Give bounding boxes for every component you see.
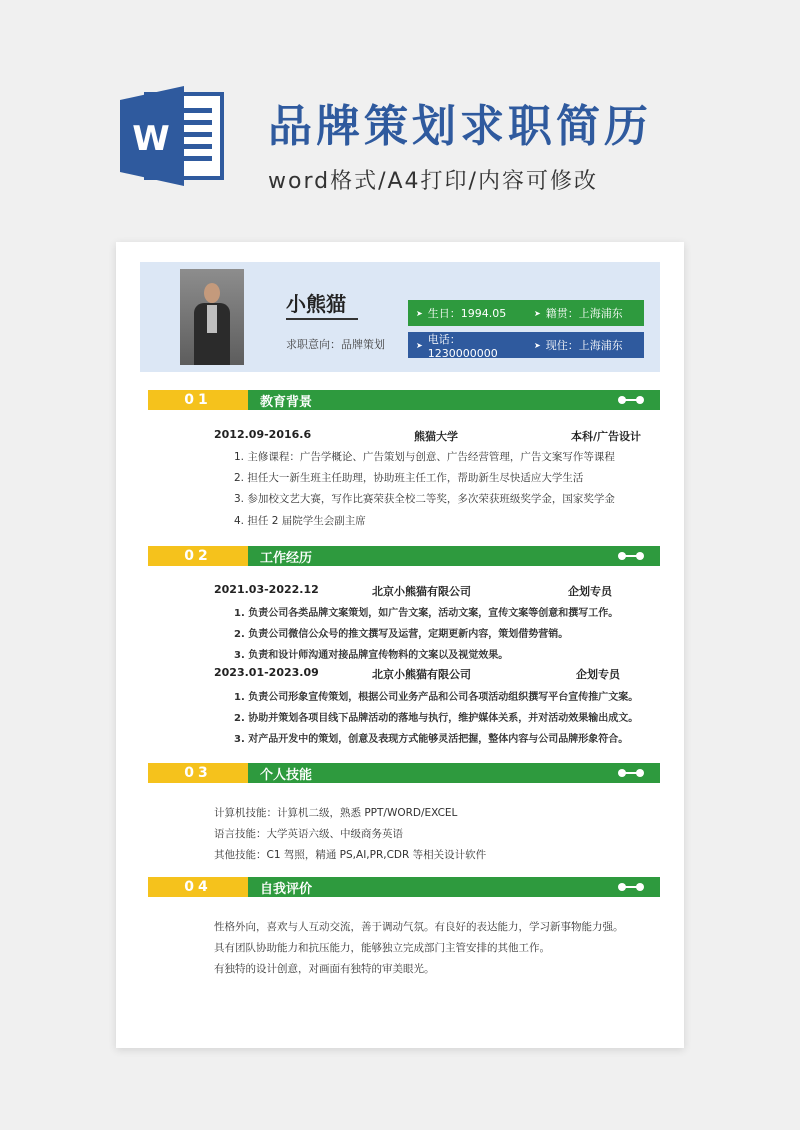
- birth-date: 生日：1994.05: [427, 307, 507, 320]
- edu-school: 熊猫大学: [414, 430, 458, 443]
- skill-line: 其他技能：C1 驾照，精通 PS,AI,PR,CDR 等相关设计软件: [214, 849, 487, 861]
- edu-period: 2012.09-2016.6: [214, 428, 312, 441]
- connector-dots-icon: [616, 550, 646, 562]
- profile-name: 小熊猫: [286, 288, 358, 320]
- word-logo-icon: [118, 80, 230, 192]
- work-role: 企划专员: [568, 585, 612, 598]
- self-eval-line: 有独特的设计创意，对画面有独特的审美眼光。: [214, 963, 435, 975]
- edu-degree: 本科/广告设计: [571, 430, 642, 443]
- connector-dots-icon: [616, 881, 646, 893]
- arrow-icon: ➤: [416, 308, 423, 318]
- list-item: 1. 主修课程：广告学概论、广告策划与创意、广告经营管理，广告文案写作等课程: [234, 451, 615, 463]
- info-bar-birth-origin: [408, 300, 644, 326]
- page-title: 品牌策划求职简历: [268, 101, 652, 152]
- self-eval-line: 具有团队协助能力和抗压能力，能够独立完成部门主管安排的其他工作。: [214, 942, 550, 954]
- list-item: 3. 对产品开发中的策划，创意及表现方式能够灵活把握，整体内容与公司品牌形象符合。: [234, 734, 629, 745]
- section-header-skills: [148, 763, 660, 783]
- connector-dots-icon: [616, 767, 646, 779]
- list-item: 2. 担任大一新生班主任助理，协助班主任工作，帮助新生尽快适应大学生活: [234, 472, 584, 484]
- work-period: 2023.01-2023.09: [214, 666, 319, 679]
- self-eval-line: 性格外向，喜欢与人互动交流，善于调动气氛。有良好的表达能力，学习新事物能力强。: [214, 921, 624, 933]
- page-subtitle: word格式/A4打印/内容可修改: [268, 169, 598, 194]
- section-title: 个人技能: [260, 767, 313, 783]
- word-logo-letter: W: [132, 119, 170, 159]
- section-title: 自我评价: [260, 881, 313, 897]
- section-header-education: [148, 390, 660, 410]
- section-number: 02: [148, 546, 248, 566]
- arrow-icon: ➤: [534, 308, 541, 318]
- section-title: 工作经历: [260, 550, 313, 566]
- list-item: 2. 负责公司微信公众号的推文撰写及运营，定期更新内容，策划借势营销。: [234, 629, 569, 640]
- section-number: 03: [148, 763, 248, 783]
- skill-line: 计算机技能：计算机二级，熟悉 PPT/WORD/EXCEL: [214, 807, 458, 819]
- resume-paper: [116, 242, 684, 1048]
- profile-photo: [180, 269, 244, 365]
- list-item: 2. 协助并策划各项目线下品牌活动的落地与执行，维护媒体关系，并对活动效果输出成文。: [234, 713, 639, 724]
- origin: 籍贯：上海浦东: [545, 307, 623, 320]
- phone: 电话：1230000000: [427, 332, 498, 360]
- work-company: 北京小熊猫有限公司: [372, 668, 471, 681]
- list-item: 4. 担任 2 届院学生会副主席: [234, 515, 366, 527]
- section-header-work: [148, 546, 660, 566]
- section-number: 01: [148, 390, 248, 410]
- profile-panel: [140, 262, 660, 372]
- info-bar-phone-location: [408, 332, 644, 358]
- list-item: 1. 负责公司形象宣传策划，根据公司业务产品和公司各项活动组织撰写平台宣传推广文案。: [234, 692, 639, 703]
- work-company: 北京小熊猫有限公司: [372, 585, 471, 598]
- arrow-icon: ➤: [534, 340, 541, 350]
- section-title: 教育背景: [260, 394, 313, 410]
- arrow-icon: ➤: [416, 340, 423, 350]
- list-item: 3. 参加校文艺大赛，写作比赛荣获全校二等奖，多次荣获班级奖学金，国家奖学金: [234, 493, 615, 505]
- skill-line: 语言技能：大学英语六级、中级商务英语: [214, 828, 403, 840]
- section-number: 04: [148, 877, 248, 897]
- list-item: 3. 负责和设计师沟通对接品牌宣传物料的文案以及视觉效果。: [234, 650, 509, 661]
- location: 现住：上海浦东: [545, 339, 623, 352]
- job-intent: 求职意向：品牌策划: [286, 338, 385, 351]
- work-period: 2021.03-2022.12: [214, 583, 319, 596]
- section-header-self-evaluation: [148, 877, 660, 897]
- work-role: 企划专员: [576, 668, 620, 681]
- connector-dots-icon: [616, 394, 646, 406]
- list-item: 1. 负责公司各类品牌文案策划，如广告文案，活动文案，宣传文案等创意和撰写工作。: [234, 608, 619, 619]
